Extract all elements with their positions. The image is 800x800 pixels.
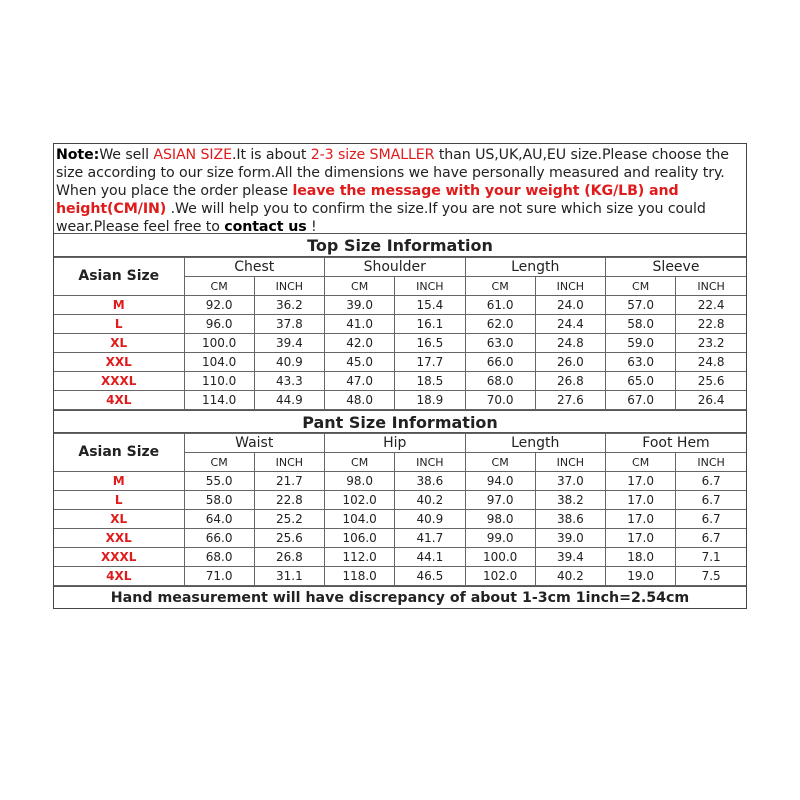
note-text-3: than US,UK,AU,EU size.Please choose the size according to our size form.All the dimensions we have personally measured and reality try. When you place the order please xyxy=(56,147,729,199)
top-size-title: Top Size Information xyxy=(54,234,746,257)
pant-value-cell: 100.0 xyxy=(465,548,535,567)
top-value-cell: 58.0 xyxy=(606,315,676,334)
note-text-4: .We will help you to confirm the size.If you are not sure which size you could wear.Please feel free to xyxy=(56,201,706,234)
pant-value-cell: 40.9 xyxy=(395,510,465,529)
top-value-cell: 42.0 xyxy=(325,334,395,353)
note-contact-us: contact us xyxy=(224,219,307,234)
top-value-cell: 62.0 xyxy=(465,315,535,334)
pant-value-cell: 102.0 xyxy=(465,567,535,586)
top-unit-header: CM xyxy=(325,277,395,296)
pant-size-label: 4XL xyxy=(54,567,184,586)
table-row xyxy=(54,334,746,353)
table-row xyxy=(54,491,746,510)
top-value-cell: 59.0 xyxy=(606,334,676,353)
top-value-cell: 57.0 xyxy=(606,296,676,315)
top-value-cell: 92.0 xyxy=(184,296,254,315)
pant-value-cell: 39.0 xyxy=(535,529,605,548)
table-row xyxy=(54,353,746,372)
top-unit-header: INCH xyxy=(535,277,605,296)
table-row xyxy=(54,548,746,567)
top-value-cell: 39.0 xyxy=(325,296,395,315)
top-value-cell: 17.7 xyxy=(395,353,465,372)
top-value-cell: 26.8 xyxy=(535,372,605,391)
top-size-label: XL xyxy=(54,334,184,353)
top-group-header-row xyxy=(54,258,746,277)
top-size-label: M xyxy=(54,296,184,315)
top-value-cell: 23.2 xyxy=(676,334,746,353)
pant-value-cell: 17.0 xyxy=(606,472,676,491)
pant-value-cell: 17.0 xyxy=(606,510,676,529)
top-value-cell: 104.0 xyxy=(184,353,254,372)
pant-unit-header: CM xyxy=(465,453,535,472)
pant-group-header-row xyxy=(54,434,746,453)
pant-value-cell: 7.1 xyxy=(676,548,746,567)
pant-size-label: XXXL xyxy=(54,548,184,567)
pant-group-header: Length xyxy=(465,434,606,453)
top-unit-header: CM xyxy=(184,277,254,296)
top-value-cell: 24.8 xyxy=(535,334,605,353)
top-value-cell: 15.4 xyxy=(395,296,465,315)
pant-value-cell: 6.7 xyxy=(676,472,746,491)
top-value-cell: 41.0 xyxy=(325,315,395,334)
pant-value-cell: 112.0 xyxy=(325,548,395,567)
top-value-cell: 40.9 xyxy=(254,353,324,372)
pant-group-header: Foot Hem xyxy=(606,434,747,453)
top-value-cell: 44.9 xyxy=(254,391,324,410)
top-value-cell: 67.0 xyxy=(606,391,676,410)
top-asian-size-header: Asian Size xyxy=(54,258,184,296)
top-value-cell: 37.8 xyxy=(254,315,324,334)
pant-value-cell: 102.0 xyxy=(325,491,395,510)
pant-value-cell: 38.2 xyxy=(535,491,605,510)
note-smaller: 2-3 size SMALLER xyxy=(310,147,435,163)
pant-size-label: M xyxy=(54,472,184,491)
pant-value-cell: 40.2 xyxy=(395,491,465,510)
pant-value-cell: 6.7 xyxy=(676,529,746,548)
top-value-cell: 66.0 xyxy=(465,353,535,372)
top-size-label: XXXL xyxy=(54,372,184,391)
note-leave-message: leave the message with your weight (KG/LB) and height(CM/IN) xyxy=(56,183,679,217)
table-row xyxy=(54,372,746,391)
top-size-label: L xyxy=(54,315,184,334)
top-value-cell: 45.0 xyxy=(325,353,395,372)
pant-value-cell: 6.7 xyxy=(676,491,746,510)
top-group-header: Shoulder xyxy=(325,258,466,277)
top-value-cell: 25.6 xyxy=(676,372,746,391)
pant-value-cell: 6.7 xyxy=(676,510,746,529)
size-chart xyxy=(53,143,747,609)
note-asian-size: ASIAN SIZE xyxy=(153,147,232,163)
pant-value-cell: 31.1 xyxy=(254,567,324,586)
pant-unit-header: INCH xyxy=(535,453,605,472)
pant-unit-header: CM xyxy=(606,453,676,472)
pant-value-cell: 22.8 xyxy=(254,491,324,510)
top-value-cell: 22.8 xyxy=(676,315,746,334)
top-size-table xyxy=(54,257,746,410)
pant-value-cell: 37.0 xyxy=(535,472,605,491)
top-value-cell: 100.0 xyxy=(184,334,254,353)
top-value-cell: 36.2 xyxy=(254,296,324,315)
top-value-cell: 18.9 xyxy=(395,391,465,410)
top-value-cell: 39.4 xyxy=(254,334,324,353)
top-value-cell: 96.0 xyxy=(184,315,254,334)
pant-value-cell: 94.0 xyxy=(465,472,535,491)
pant-value-cell: 46.5 xyxy=(395,567,465,586)
pant-value-cell: 25.6 xyxy=(254,529,324,548)
pant-value-cell: 118.0 xyxy=(325,567,395,586)
top-group-header: Length xyxy=(465,258,606,277)
pant-unit-header: INCH xyxy=(254,453,324,472)
pant-value-cell: 40.2 xyxy=(535,567,605,586)
pant-value-cell: 106.0 xyxy=(325,529,395,548)
pant-value-cell: 98.0 xyxy=(465,510,535,529)
pant-value-cell: 18.0 xyxy=(606,548,676,567)
pant-value-cell: 26.8 xyxy=(254,548,324,567)
pant-value-cell: 97.0 xyxy=(465,491,535,510)
table-row xyxy=(54,315,746,334)
pant-value-cell: 19.0 xyxy=(606,567,676,586)
pant-value-cell: 98.0 xyxy=(325,472,395,491)
pant-unit-header: INCH xyxy=(395,453,465,472)
top-unit-header: INCH xyxy=(395,277,465,296)
note-text-2: .It is about xyxy=(231,147,311,163)
pant-value-cell: 99.0 xyxy=(465,529,535,548)
top-group-header: Chest xyxy=(184,258,325,277)
top-value-cell: 43.3 xyxy=(254,372,324,391)
note-text-5: ! xyxy=(306,219,317,234)
pant-group-header: Hip xyxy=(325,434,466,453)
pant-value-cell: 64.0 xyxy=(184,510,254,529)
top-value-cell: 63.0 xyxy=(606,353,676,372)
size-note xyxy=(54,144,746,234)
top-value-cell: 18.5 xyxy=(395,372,465,391)
pant-value-cell: 21.7 xyxy=(254,472,324,491)
pant-size-label: L xyxy=(54,491,184,510)
top-size-label: 4XL xyxy=(54,391,184,410)
table-row xyxy=(54,472,746,491)
pant-value-cell: 41.7 xyxy=(395,529,465,548)
top-value-cell: 24.4 xyxy=(535,315,605,334)
note-text-1: We sell xyxy=(99,147,154,163)
pant-value-cell: 17.0 xyxy=(606,529,676,548)
top-size-label: XXL xyxy=(54,353,184,372)
top-value-cell: 26.4 xyxy=(676,391,746,410)
pant-value-cell: 66.0 xyxy=(184,529,254,548)
top-value-cell: 24.0 xyxy=(535,296,605,315)
pant-asian-size-header: Asian Size xyxy=(54,434,184,472)
pant-value-cell: 104.0 xyxy=(325,510,395,529)
top-value-cell: 114.0 xyxy=(184,391,254,410)
top-value-cell: 22.4 xyxy=(676,296,746,315)
top-value-cell: 27.6 xyxy=(535,391,605,410)
top-unit-header: INCH xyxy=(254,277,324,296)
note-prefix: Note: xyxy=(56,147,100,163)
top-value-cell: 48.0 xyxy=(325,391,395,410)
pant-value-cell: 55.0 xyxy=(184,472,254,491)
top-value-cell: 47.0 xyxy=(325,372,395,391)
pant-value-cell: 71.0 xyxy=(184,567,254,586)
pant-unit-header: CM xyxy=(184,453,254,472)
pant-value-cell: 68.0 xyxy=(184,548,254,567)
pant-value-cell: 39.4 xyxy=(535,548,605,567)
pant-size-table xyxy=(54,433,746,586)
pant-size-label: XL xyxy=(54,510,184,529)
pant-unit-header: CM xyxy=(325,453,395,472)
table-row xyxy=(54,529,746,548)
table-row xyxy=(54,391,746,410)
top-unit-header: CM xyxy=(606,277,676,296)
pant-value-cell: 7.5 xyxy=(676,567,746,586)
top-group-header: Sleeve xyxy=(606,258,747,277)
pant-value-cell: 17.0 xyxy=(606,491,676,510)
pant-value-cell: 44.1 xyxy=(395,548,465,567)
pant-value-cell: 25.2 xyxy=(254,510,324,529)
top-unit-header: INCH xyxy=(676,277,746,296)
pant-group-header: Waist xyxy=(184,434,325,453)
top-value-cell: 68.0 xyxy=(465,372,535,391)
table-row xyxy=(54,567,746,586)
pant-value-cell: 58.0 xyxy=(184,491,254,510)
pant-value-cell: 38.6 xyxy=(535,510,605,529)
top-unit-header: CM xyxy=(465,277,535,296)
top-value-cell: 26.0 xyxy=(535,353,605,372)
pant-value-cell: 38.6 xyxy=(395,472,465,491)
top-value-cell: 16.5 xyxy=(395,334,465,353)
top-value-cell: 70.0 xyxy=(465,391,535,410)
measurement-footnote: Hand measurement will have discrepancy of about 1-3cm 1inch=2.54cm xyxy=(54,586,746,608)
table-row xyxy=(54,296,746,315)
top-value-cell: 16.1 xyxy=(395,315,465,334)
top-value-cell: 63.0 xyxy=(465,334,535,353)
top-value-cell: 110.0 xyxy=(184,372,254,391)
table-row xyxy=(54,510,746,529)
pant-size-title: Pant Size Information xyxy=(54,410,746,433)
top-value-cell: 24.8 xyxy=(676,353,746,372)
top-value-cell: 65.0 xyxy=(606,372,676,391)
pant-unit-header: INCH xyxy=(676,453,746,472)
top-value-cell: 61.0 xyxy=(465,296,535,315)
pant-size-label: XXL xyxy=(54,529,184,548)
